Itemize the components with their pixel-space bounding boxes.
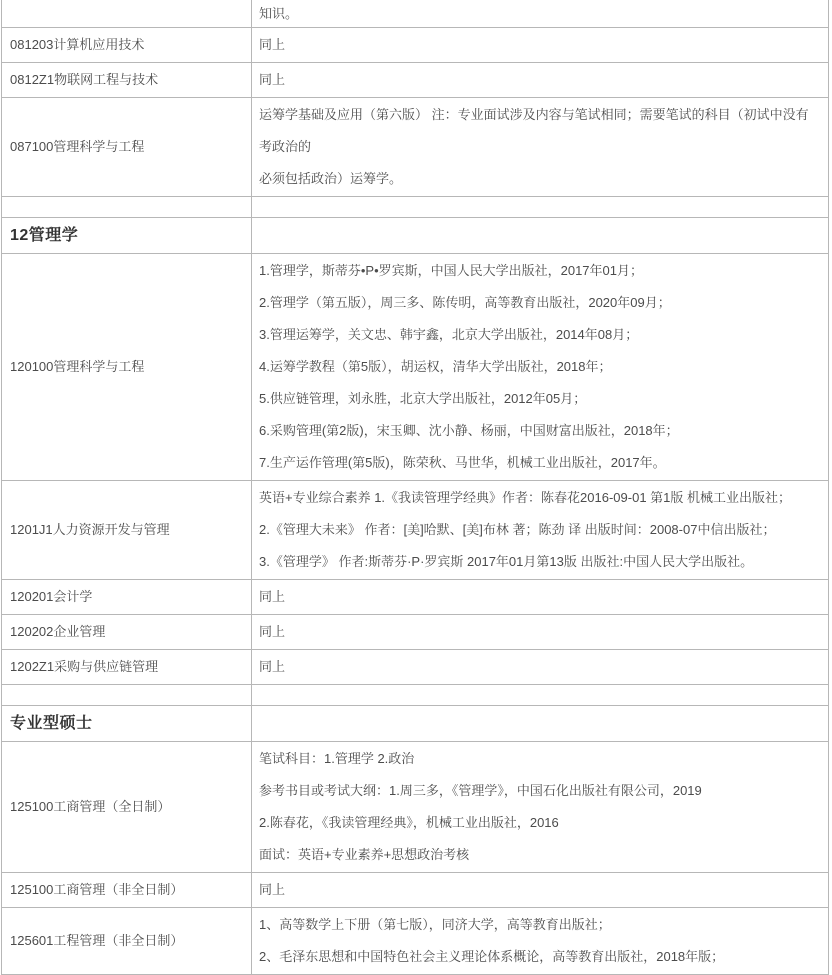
detail-line: 6.采购管理(第2版)，宋玉卿、沈小静、杨丽，中国财富出版社，2018年； — [259, 423, 679, 438]
detail-line: 同上 — [259, 589, 286, 604]
detail-line: 3.《管理学》 作者:斯蒂芬·P·罗宾斯 2017年01月第13版 出版社:中国人民大学出版社。 — [259, 554, 754, 569]
detail-line: 同上 — [259, 882, 286, 897]
program-cell — [2, 254, 252, 480]
table-row — [2, 615, 828, 650]
program-cell — [2, 908, 252, 974]
detail-cell — [252, 873, 828, 907]
detail-cell — [252, 63, 828, 97]
table-row — [2, 685, 828, 706]
program-label: 125601工程管理（非全日制） — [10, 933, 184, 948]
detail-cell — [252, 481, 828, 579]
program-label: 120202企业管理 — [10, 624, 106, 639]
table-row — [2, 873, 828, 908]
detail-cell — [252, 218, 828, 253]
detail-line: 必须包括政治）运筹学。 — [259, 171, 403, 186]
detail-line: 英语+专业综合素养 1.《我读管理学经典》作者：陈春花2016-09-01 第1版 机械工业出版社； — [259, 490, 791, 505]
detail-cell — [252, 615, 828, 649]
detail-cell — [252, 197, 828, 217]
detail-cell — [252, 650, 828, 684]
program-label: 087100管理科学与工程 — [10, 139, 145, 154]
table-row — [2, 197, 828, 218]
table-row — [2, 481, 828, 580]
program-cell — [2, 481, 252, 579]
detail-line: 同上 — [259, 37, 286, 52]
section-header-cell — [2, 218, 252, 253]
program-label: 1202Z1采购与供应链管理 — [10, 659, 159, 674]
detail-line: 运筹学基础及应用（第六版） 注：专业面试涉及内容与笔试相同；需要笔试的科目（初试中没有考政治的 — [259, 107, 809, 154]
program-label: 120201会计学 — [10, 589, 93, 604]
detail-line: 1.管理学，斯蒂芬•P•罗宾斯，中国人民大学出版社，2017年01月； — [259, 263, 643, 278]
table-row — [2, 28, 828, 63]
detail-cell — [252, 0, 828, 27]
program-label: 120100管理科学与工程 — [10, 359, 145, 374]
section-header-label: 12管理学 — [10, 226, 79, 244]
section-header-cell — [2, 706, 252, 741]
program-cell — [2, 685, 252, 705]
program-cell — [2, 650, 252, 684]
program-label: 0812Z1物联网工程与技术 — [10, 72, 159, 87]
table-row — [2, 63, 828, 98]
detail-line: 3.管理运筹学，关文忠、韩宇鑫，北京大学出版社，2014年08月； — [259, 327, 639, 342]
detail-line: 2、毛泽东思想和中国特色社会主义理论体系概论，高等教育出版社，2018年版； — [259, 949, 725, 964]
table-row — [2, 706, 828, 742]
program-cell — [2, 580, 252, 614]
detail-cell — [252, 580, 828, 614]
detail-line: 面试：英语+专业素养+思想政治考核 — [259, 847, 470, 862]
detail-line: 同上 — [259, 72, 286, 87]
program-label: 1201J1人力资源开发与管理 — [10, 522, 170, 537]
detail-line: 1、高等数学上下册（第七版），同济大学，高等教育出版社； — [259, 917, 611, 932]
detail-line: 5.供应链管理，刘永胜，北京大学出版社，2012年05月； — [259, 391, 587, 406]
table-row — [2, 218, 828, 254]
detail-line: 4.运筹学教程（第5版），胡运权，清华大学出版社，2018年； — [259, 359, 612, 374]
table-row — [2, 580, 828, 615]
program-cell — [2, 0, 252, 27]
detail-cell — [252, 742, 828, 872]
program-cell — [2, 615, 252, 649]
detail-line: 知识。 — [259, 6, 299, 21]
program-label: 081203计算机应用技术 — [10, 37, 145, 52]
detail-cell — [252, 706, 828, 741]
reference-books-table — [1, 0, 829, 975]
detail-cell — [252, 685, 828, 705]
detail-line: 7.生产运作管理(第5版)，陈荣秋、马世华，机械工业出版社，2017年。 — [259, 455, 666, 470]
program-cell — [2, 873, 252, 907]
detail-line: 2.陈春花，《我读管理经典》，机械工业出版社，2016 — [259, 815, 559, 830]
detail-cell — [252, 28, 828, 62]
program-cell — [2, 63, 252, 97]
table-row — [2, 98, 828, 197]
program-cell — [2, 98, 252, 196]
table-row — [2, 650, 828, 685]
detail-line: 参考书目或考试大纲：1.周三多，《管理学》，中国石化出版社有限公司，2019 — [259, 783, 702, 798]
detail-line: 2.管理学（第五版），周三多、陈传明，高等教育出版社，2020年09月； — [259, 295, 671, 310]
detail-cell — [252, 98, 828, 196]
program-cell — [2, 742, 252, 872]
program-cell — [2, 28, 252, 62]
section-header-label: 专业型硕士 — [10, 714, 93, 732]
detail-cell — [252, 908, 828, 974]
detail-line: 笔试科目：1.管理学 2.政治 — [259, 751, 415, 766]
table-row — [2, 908, 828, 975]
table-row — [2, 254, 828, 481]
program-cell — [2, 197, 252, 217]
table-row — [2, 742, 828, 873]
table-row — [2, 0, 828, 28]
program-label: 125100工商管理（全日制） — [10, 799, 171, 814]
detail-line: 同上 — [259, 624, 286, 639]
program-label: 125100工商管理（非全日制） — [10, 882, 184, 897]
detail-cell — [252, 254, 828, 480]
detail-line: 2.《管理大未来》 作者：[美]哈默、[美]布林 著；陈劲 译 出版时间：2008-07中信出版社； — [259, 522, 776, 537]
detail-line: 同上 — [259, 659, 286, 674]
